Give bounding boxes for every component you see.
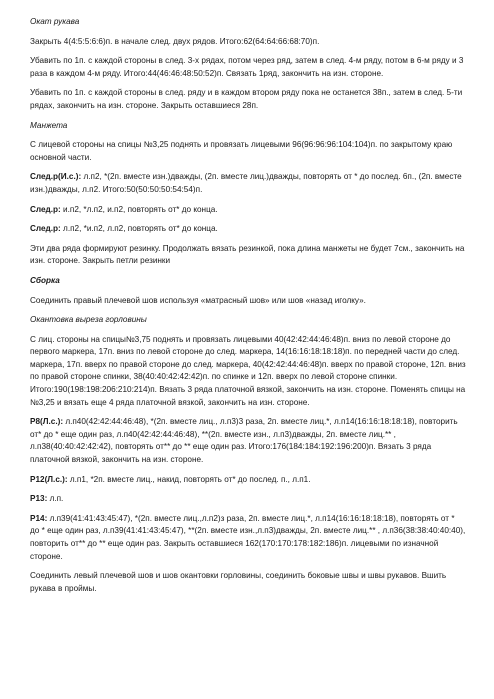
row-text: л.п. — [47, 494, 64, 504]
section-heading-cuff: Манжета — [30, 120, 68, 130]
section-heading-sleeve-cap: Окат рукава — [30, 17, 80, 26]
row-text: л.п2, *и.п2, л.п2, повторять от* до конца. — [60, 224, 218, 234]
row-text: и.п2, *л.п2, и.п2, повторять от* до конца. — [60, 204, 218, 214]
row-label: След.р: — [30, 204, 61, 214]
row-instruction — [30, 204, 466, 217]
row-instruction — [30, 474, 466, 487]
paragraph: Закрыть 4(4:5:5:6:6)п. в начале след. двух рядов. Итого:62(64:64:66:68:70)п. — [30, 36, 320, 46]
row-label: Р12(Л.с.): — [30, 474, 68, 484]
section-heading-assembly: Сборка — [30, 275, 60, 285]
section-heading-neckband: Окантовка выреза горловины — [30, 315, 147, 325]
row-instruction — [30, 171, 466, 196]
row-text: л.п1, *2п. вместе лиц., накид, повторять от* до послед. п., л.п1. — [67, 474, 311, 484]
row-instruction — [30, 493, 466, 506]
row-instruction — [30, 416, 466, 466]
paragraph: Убавить по 1п. с каждой стороны в след. ряду и в каждом втором ряду пока не останется 38п., затем в след. 5-ти рядах, закончить на изн. стороне. Закрыть оставшиеся 28п. — [30, 88, 463, 110]
row-text: л.п40(42:42:44:46:48), *(2п. вместе лиц., л.п3)3 раза, 2п. вместе лиц.*, л.п14(16:16:18:18:18), повторить от* до * еще один раз, л.п40(42:42:44:46:48), **(2п. вместе изн., л.п3)дважды, 2п. вместе лиц.** , л.п38(40:40:42:42:42), повторять от** до ** еще один раз. Итого:176(184:184:192:196:200)п. Вязать 3 ряда платочной вязкой, закончить на изн. стороне. — [30, 417, 458, 465]
paragraph: Соединить левый плечевой шов и шов окантовки горловины, соединить боковые швы и швы рукавов. Вшить рукава в проймы. — [30, 571, 447, 593]
row-label: Р13: — [30, 494, 48, 504]
paragraph: Эти два ряда формируют резинку. Продолжать вязать резинкой, пока длина манжеты не будет 7см., закончить на изн. стороне. Закрыть петли резинки — [30, 243, 465, 266]
row-label: Р14: — [30, 513, 48, 523]
row-label: Р8(Л.с.): — [30, 417, 64, 427]
paragraph: Соединить правый плечевой шов используя «матрасный шов» или шов «назад иголку». — [30, 295, 366, 305]
paragraph: С лиц. стороны на спицы№3,75 поднять и провязать лицевыми 40(42:42:44:46:48)п. вниз по левой стороне до первого маркера, 17п. вниз по левой стороне до след. маркера, 14(16:16:18:18:18)п. по передней части до след. маркера, 17п. вверх по правой стороне до след. маркера, 40(42:42:44:46:48)п. вверх по правой стороне, 12п. вниз по правой стороне спинки, 38(40:40:42:42:42)п. по спинке и 12п. вверх по левой стороне спинки. Итого:190(198:198:206:210:214)п. Вязать 3 ряда платочной вязкой, закончить на изн. стороне. Поменять спицы на №3,25 и вязать еще 4 ряда платочной вязкой, закончить на изн. стороне. — [30, 334, 466, 407]
row-text: л.п39(41:41:43:45:47), *(2п. вместе лиц.,л.п2)з раза, 2п. вместе лиц.*, л.п14(16:16:18:18:18), повторять от * до * еще один раз, л.п39(41:41:43:45:47), **(2п. вместе изн.,л.п3)дважды, 2п. вместе лиц.** , л.п36(38:38:40:40:40), повторить от** до ** еще один раз. Закрыть оставшиеся 162(170:170:178:182:186)п. лицевыми по изначной стороне. — [30, 513, 466, 561]
row-instruction — [30, 223, 466, 236]
row-label: След.р: — [30, 224, 61, 234]
paragraph: С лицевой стороны на спицы №3,25 поднять и провязать лицевыми 96(96:96:96:104:104)п. по закрытому краю основной части. — [30, 140, 453, 162]
row-label: След.р(И.с.): — [30, 172, 82, 182]
row-instruction — [30, 513, 466, 563]
row-text: л.п2, *(2п. вместе изн.)дважды, (2п. вместе лиц.)дважды, повторять от * до послед. 6п., (2п. вместе изн.)дважды, л.п2. Итого:50(50:50:50:54:54)п. — [30, 172, 462, 194]
paragraph: Убавить по 1п. с каждой стороны в след. 3-х рядах, потом через ряд, затем в след. 4-м ряду, потом в 6-м ряду и 3 раза в каждом 4-м ряду. Итого:44(46:46:48:50:52)п. Связать 1ряд, закончить на изн. стороне. — [30, 56, 464, 78]
